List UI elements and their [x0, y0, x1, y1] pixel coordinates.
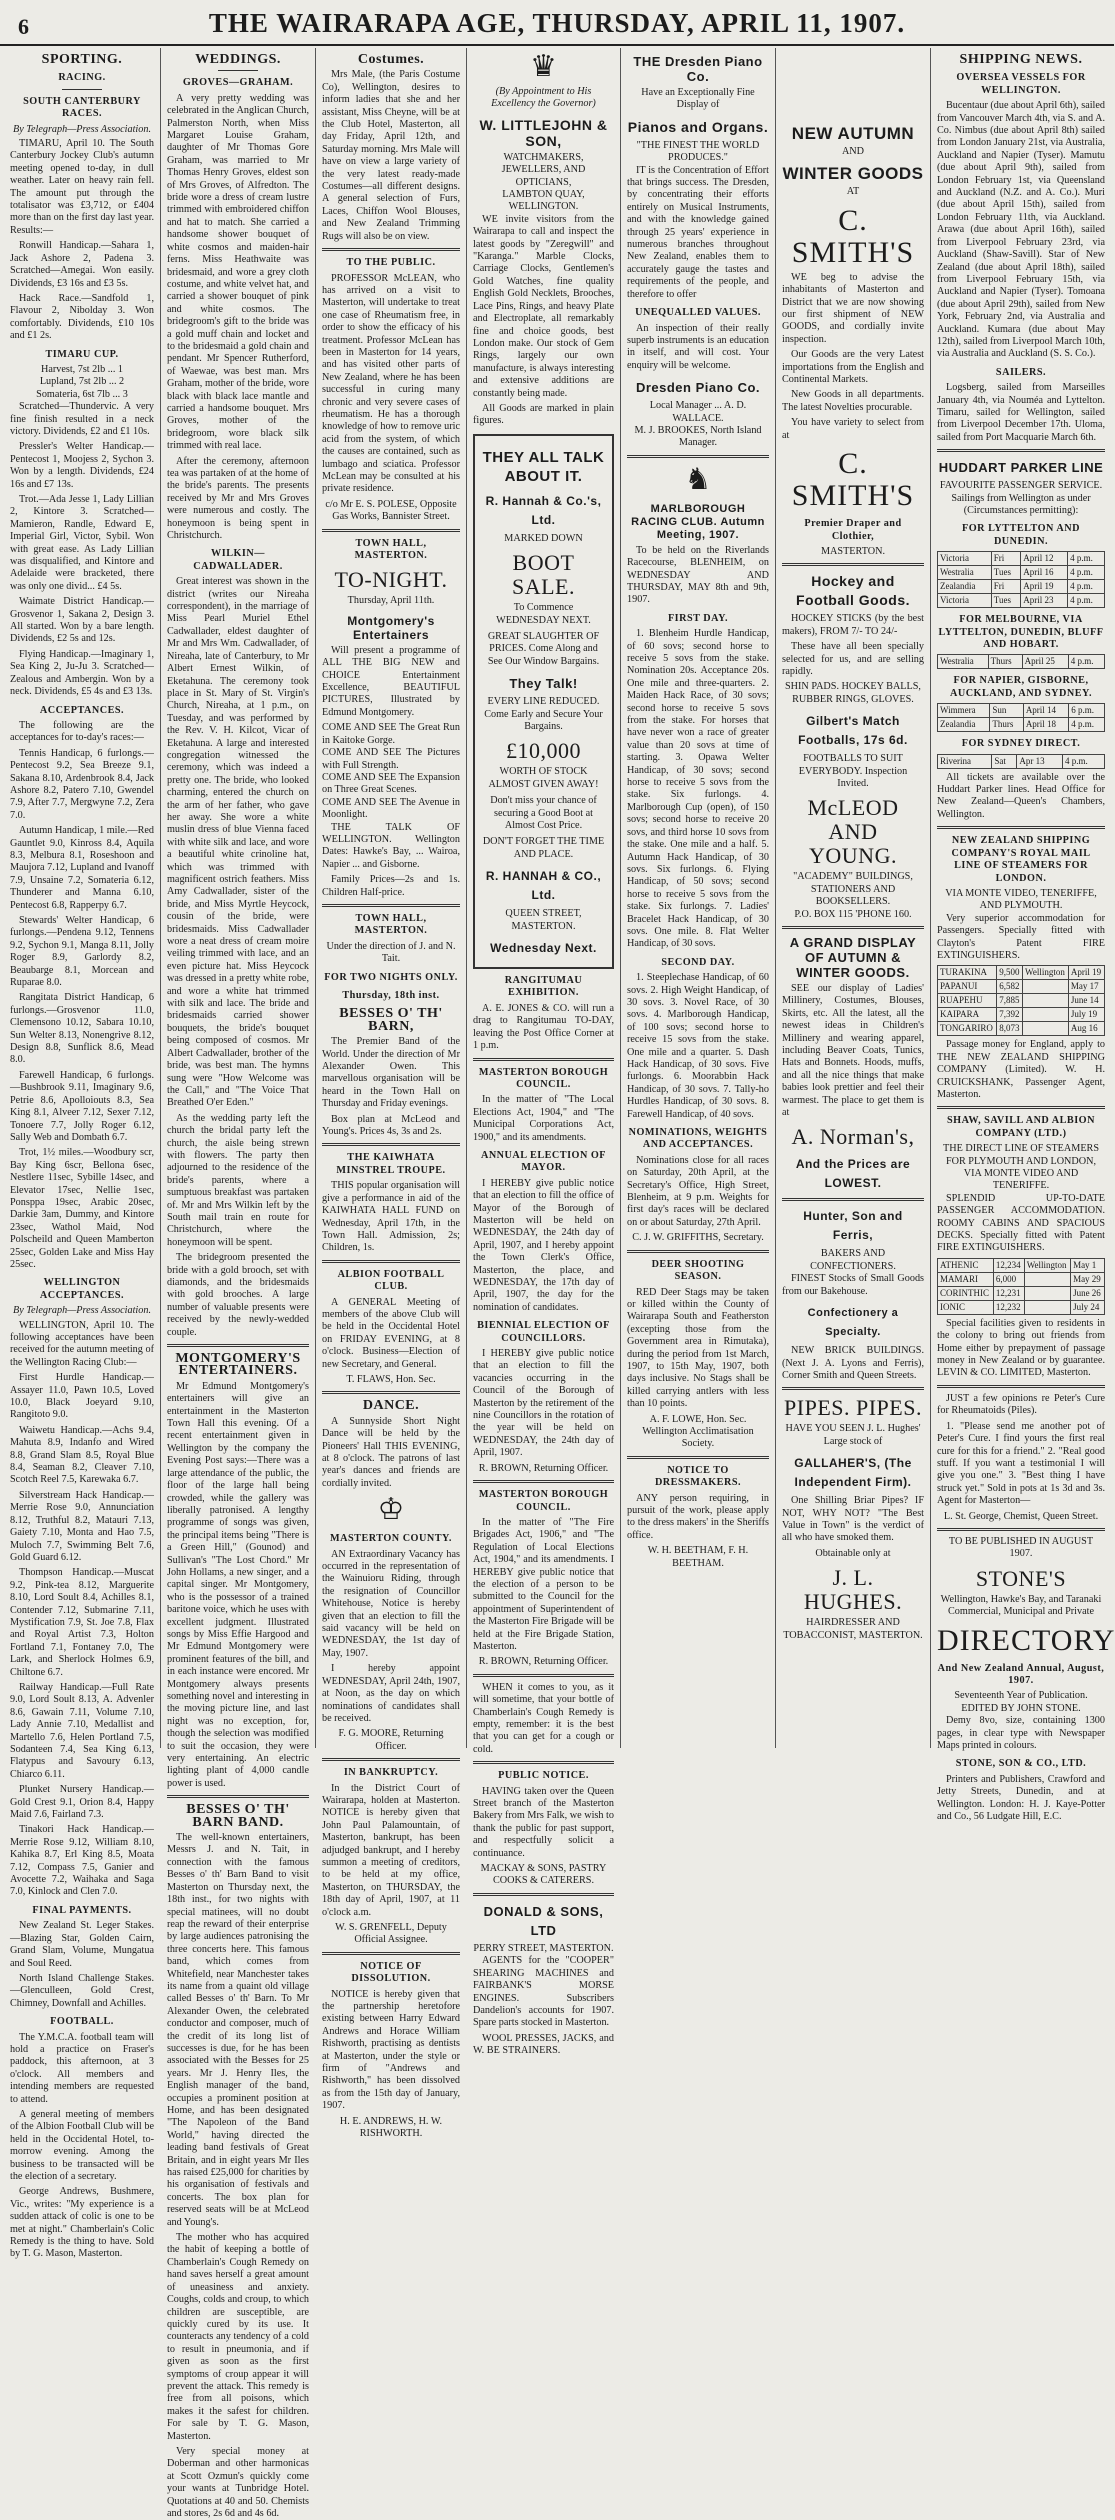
ad-paragraph: NEW BRICK BUILDINGS. (Next J. A. Lyons and Ferris), Corner Smith and Queen Streets.: [782, 1345, 924, 1381]
ad-firm: GALLAHER'S, (The Independent Firm).: [794, 1456, 912, 1490]
ad-paragraph: I HEREBY give public notice that an election to fill the office of Mayor of the Borough of Masterton will be held on WEDNESDAY, the 24th day of April, 1907, and I hereby appoint the Town Clerk's Office, Masterton, the place, and WEDNESDAY, the 17th day of April, 1907, the day for the nomination of candidates.: [473, 1177, 614, 1313]
article-paragraph: Silverstream Hack Handicap.—Merrie Rose 9.0, Annunciation 8.12, Truthful 8.2, Matauri 7.13, Gaiety 7.10, Monta and Hao 7.5, Muloch 7.7, Swimming Belt 7.6, Gold Guard 6.12.: [10, 1489, 154, 1563]
ad-line: Don't miss your chance of securing a Good Boot at Almost Cost Price.: [490, 795, 597, 832]
ad-line: Seventeenth Year of Publication. EDITED BY JOHN STONE.: [954, 1690, 1088, 1714]
ad-paragraph: Mrs Male, (the Paris Costume Co), Wellington, desires to inform ladies that she and her assistant, Miss Cheyne, will be at the Club Hotel, Masterton, all day Friday, April 12th, and Saturday morning. Mrs Male will have on view a large variety of the very latest ready-made Costumes—all different designs. A general selection of Furs, Laces, Chiffon Wool Blouses, and New Zealand Trimming Rugs will also be on view.: [322, 69, 460, 242]
ad-line: VIA MONTE VIDEO, TENERIFFE, AND PLYMOUTH.: [945, 887, 1097, 912]
ad-line: WORTH OF STOCK ALMOST GIVEN AWAY!: [488, 766, 599, 790]
article-paragraph: Ronwill Handicap.—Sahara 1, Jack Ashore 2, Padena 3. Scratched—Amegai. Won easily. Dividends, £3 16s and £3 5s.: [10, 240, 154, 289]
ad-title: WINTER GOODS: [782, 164, 924, 184]
ad-line: SHIN PADS. HOCKEY BALLS, RUBBER RINGS, GLOVES.: [785, 681, 921, 705]
ad-signature: T. FLAWS, Hon. Sec.: [346, 1373, 436, 1385]
section-heading: SHIPPING NEWS.: [959, 52, 1083, 67]
article-paragraph: Mr Edmund Montgomery's entertainers will give an entertainment in the Masterton Town Hall this evening. Of a recent entertainment given in Wellington by the company the Evening Post says:—There was a large attendance of the public, the floor of the large hall being crowded, while the gallery was liberally patronised. A lengthy programme of songs was given, the principal items being "There is a Green Hill," (Gounod) and Sullivan's "The Lost Chord." Mr John Hollams, a new singer, and a capital singer. Mr Montgomery, who is the possessor of a trained baritone voice, which he uses with excellent judgment. Illustrated songs by Miss Effie Hargood and Mr Edmund Montgomery were prominent features of the bill, and in each instance were encored. Mr Montgomery always presents something novel and interesting in the moving picture line, and last night was no exception, for, though the selection was modified to suit the occasion, they were very entertaining. An electric lighting plant of 4,000 candle power is used.: [167, 1380, 309, 1789]
table-row: Victoria Fri April 12 4 p.m.: [938, 552, 1105, 566]
result-line: Harvest, 7st 2lb ... 1: [40, 363, 124, 375]
ad-paragraph: The Premier Band of the World. Under the direction of Mr Alexander Owen. This marvellous organisation will be heard in the Town Hall on Thursday and Friday evenings.: [322, 1036, 460, 1110]
ad-line: WATCHMAKERS, JEWELLERS, AND OPTICIANS,: [501, 151, 586, 188]
ad-signature: L. St. George, Chemist, Queen Street.: [943, 1510, 1099, 1522]
ad-paragraph: ANY person requiring, in pursuit of the work, please apply to the dress makers' in the Sheriffs office.: [627, 1492, 769, 1541]
ad-heading: DANCE.: [362, 1398, 420, 1414]
ad-heading: FOR MELBOURNE, VIA LYTTELTON, DUNEDIN, BLUFF AND HOBART.: [938, 614, 1104, 651]
ad-title: A GRAND DISPLAY OF AUTUMN & WINTER GOODS.: [789, 935, 917, 980]
ad-paragraph: All Goods are marked in plain figures.: [473, 402, 614, 427]
advertisement-paragraph: Very special money at Doberman and other harmonicas at Scott Ozmun's quickly come your wants at Tunbridge Hotel. Quotations at 40 and 50. Chemists and stores, 2s 6d and 4s 6d.: [167, 2445, 309, 2519]
ad-address: PERRY STREET, MASTERTON.: [473, 1942, 614, 1954]
article-paragraph: After the ceremony, afternoon tea was partaken of at the home of the bride's parents. The presents received by Mr and Mrs Groves were numerous and costly. The honeymoon is being spent in Christchurch.: [167, 455, 309, 542]
ad-paragraph: To be held on the Riverlands Racecourse, BLENHEIM, on WEDNESDAY AND THURSDAY, MAY 8th and 9th, 1907.: [627, 544, 769, 606]
section-heading: SPORTING.: [41, 52, 123, 67]
ad-heading: SECOND DAY.: [661, 956, 735, 968]
ad-line: M. J. BROOKES, North Island Manager.: [634, 424, 762, 449]
article-paragraph: First Hurdle Handicap.—Assayer 11.0, Pawn 10.5, Loved 10.0, Black Joeyard 9.10, Rangitoto 9.0.: [10, 1372, 154, 1421]
article-paragraph: Trot.—Ada Jesse 1, Lady Lillian 2, Kintore 3. Scratched—Mamieron, Randle, Edward E, Imperial Girl, Victor, Sybil. Won with great ease. As Lady Lillian was disqualified, and Kintore and Adelaide were bracketed, there was only one divid... £4 5s.: [10, 494, 154, 592]
advertisement-paragraph: The mother who has acquired the habit of keeping a bottle of Chamberlain's Cough Remedy on hand saves herself a great amount of uneasiness and anxiety. Coughs, colds and croup, to which children are susceptible, are quickly cured by its use. It counteracts any tendency of a cold to result in pneumonia, and if given as soon as the first symptoms of croup appear it will prevent the attack. This remedy is free from all poisons, which makes it the safest for children. For sale by T. G. Mason, Masterton.: [167, 2232, 309, 2442]
article-paragraph: Waimate District Handicap.—Grosvenor 1, Sakana 2, Design 3. All started. Won by a bare length. Dividends, £2 5s and 12s.: [10, 596, 154, 645]
ad-line: P.O. BOX 115 'PHONE 160.: [794, 908, 912, 920]
ad-title: MARLBOROUGH RACING CLUB. Autumn Meeting, 1907.: [631, 502, 765, 541]
table-row: CORINTHIC 12,231 June 26: [938, 1286, 1105, 1300]
article-subheading: SAILERS.: [995, 366, 1047, 378]
ad-line: DON'T FORGET THE TIME AND PLACE.: [482, 836, 605, 860]
ad-paragraph: In the matter of "The Fire Brigades Act, 1906," and "The Regulation of Local Elections Act, 1904," and its amendments. I HEREBY give public notice that the election of a person to be submitted to the Council for the appointment of Superintendent of the Masterton Fire Brigade will be held at the Fire Brigade Station, Masterton.: [473, 1516, 614, 1652]
article-paragraph: Autumn Handicap, 1 mile.—Red Gauntlet 9.0, Kinross 8.4, Aquila 8.3, Melbura 8.1, Roseshoon and Maujora 7.12, Lupland and Ivanoff 7.9, Unsaine 7.2, Somateria 6.12, Thunderer and Manna 6.10, Pentecost 6.8, Rapperpy 6.7.: [10, 825, 154, 911]
ad-line: "THE FINEST THE WORLD PRODUCES.": [636, 139, 760, 164]
column-drapers: [776, 48, 930, 1748]
article-paragraph: The Y.M.C.A. football team will hold a practice on Fraser's paddock, this afternoon, at 3 o'clock. All members and intending members are requested to attend.: [10, 2031, 154, 2105]
column-notices: [316, 48, 466, 2140]
table-row: PAPANUI 6,582 May 17: [938, 980, 1105, 994]
ad-signature: MACKAY & SONS, PASTRY COOKS & CATERERS.: [480, 1863, 607, 1887]
ad-line: AND: [841, 146, 865, 157]
ad-address: MASTERTON.: [820, 545, 885, 557]
ad-firm: Hunter, Son and Ferris,: [803, 1209, 903, 1243]
article-paragraph: Flying Handicap.—Imaginary 1, Sea King 2, Ju-Ju 3. Scratched—Zealous and Ambergin. Won by a neck. Dividends, £5 4s and £3 13s.: [10, 648, 154, 698]
ad-line: GREAT SLAUGHTER OF PRICES. Come Along and See Our Window Bargains.: [487, 630, 600, 667]
ad-heading: FOR SYDNEY DIRECT.: [961, 738, 1081, 750]
ad-paragraph: Will present a programme of ALL THE BIG NEW and CHOICE Entertainment Excellence, BEAUTIFUL PICTURES, Illustrated by Edmund Montgomery.: [322, 644, 460, 718]
ad-paragraph: NOTICE is hereby given that the partnership heretofore existing between Harry Edward Andrews and Horace William Rishworth, practising as dentists at Masterton, under the style or firm of "Andrews and Rishworth," has been dissolved as from the 15th day of January, 1907.: [322, 1988, 460, 2112]
article-headline: GROVES—GRAHAM.: [182, 77, 294, 89]
ad-paragraph: A GENERAL Meeting of members of the above Club will be held in the Occidental Hotel on FRIDAY EVENING, at 8 o'clock. Business—Election of new Secretary, and General.: [322, 1296, 460, 1370]
ad-paragraph: Special facilities given to residents in the colony to bring out friends from Home either by prepayment of passage money in New Zealand or by guarantee. LEVIN & CO. LIMITED, Masterton.: [937, 1317, 1105, 1379]
ad-paragraph: 1. Steeplechase Handicap, of 60 sovs. 2. High Weight Handicap, of 30 sovs. 3. Novel Race, of 30 sovs. 4. Marlborough Handicap, of 100 sovs; second horse to receive 15 sovs from the stake. One mile and a quarter. 5. Dash Hack Handicap, of 30 sovs. Five furlongs. 6. Moorabbin Hack Handicap, of 30 sovs. 7. Tally-ho Hurdles Handicap, of 30 sovs. 8. Farewell Handicap, of 40 sovs.: [627, 972, 769, 1120]
ad-paragraph: Printers and Publishers, Crawford and Jetty Streets, Dunedin, and at Wellington. London: H. J. Kaye-Potter and Co., 56 Ludgate Hill, E.C.: [937, 1773, 1105, 1823]
ad-heading: NOTICE TO DRESSMAKERS.: [654, 1464, 742, 1489]
ad-paragraph: WE invite visitors from the Wairarapa to call and inspect the latest goods by "Zeregwill" and "Karanga." Marble Clocks, Carriage Clocks, Gentlemen's Gold Watches, fine quality English Gold Necklets, Brooches, Lace Pins, Rings, and heavy Plate and Electroplate, all remarkably fine and choice goods, best London make. Our stock of Gem Rings, largely our own manufacture, is always interesting and extensive additions are constantly being made.: [473, 213, 614, 399]
ad-title: DONALD & SONS, LTD: [483, 1903, 604, 1938]
ad-heading: TOWN HALL, MASTERTON.: [354, 537, 428, 562]
ad-signature: W. H. BEETHAM, F. H. BEETHAM.: [647, 1545, 749, 1569]
ad-heading: PUBLIC NOTICE.: [498, 1770, 589, 1782]
ad-paragraph: AN Extraordinary Vacancy has occurred in the representation of the Wainuioru Riding, through the resignation of Councillor Whitehouse, Notice is hereby given that an election to fill the said vacancy will be held on WEDNESDAY, the 1st day of May, 1907.: [322, 1548, 460, 1659]
table-row: Victoria Tues April 23 4 p.m.: [938, 594, 1105, 608]
ad-paragraph: WHEN it comes to you, as it will sometime, that your bottle of Chamberlain's Cough Remedy is empty, remember: it is the best that you can get for a cough or cold.: [473, 1681, 614, 1755]
article-subheading: ACCEPTANCES.: [39, 704, 125, 716]
ad-paragraph: An inspection of their really superb instruments is an education in itself, and will cost. Your enquiry will be welcome.: [627, 322, 769, 371]
ad-date: Thursday, April 11th.: [347, 595, 435, 607]
table-row: Wimmera Sun April 14 6 p.m.: [938, 704, 1105, 718]
article-paragraph: The following are the acceptances for to-day's races:—: [10, 719, 154, 744]
ad-title: BESSES O' TH' BARN,: [339, 1006, 443, 1034]
article-headline: BESSES O' TH' BARN BAND.: [186, 1802, 290, 1830]
ad-title: Dresden Piano Co.: [635, 380, 761, 396]
ad-paragraph: Demy 8vo, size, containing 1300 pages, in clear type with Newspaper Maps printed in colours.: [937, 1715, 1105, 1751]
column-sporting: [4, 48, 160, 2260]
ad-paragraph: I hereby appoint WEDNESDAY, April 24th, 1907, at Noon, as the day on which nominations of candidates shall be received.: [322, 1663, 460, 1724]
ad-line: FAVOURITE PASSENGER SERVICE.: [939, 480, 1103, 492]
result-line: Lupland, 7st 2lb ... 2: [39, 376, 125, 388]
ad-paragraph: SEE our display of Ladies' Millinery, Costumes, Blouses, Skirts, etc. All the latest, all the newest ideas in Children's Millinery and wearing apparel, including Beaver Coats, Tunics, Hats and Bonnets. Hoods, muffs, and all the nice things that make babies look prettier and feel their warmest. The place to get them is at: [782, 983, 924, 1119]
racehorse-icon: ♞: [684, 462, 712, 496]
ad-line: FOR TWO NIGHTS ONLY.: [324, 971, 458, 983]
ad-title: Hockey and Football Goods.: [795, 573, 911, 609]
sailing-table: [937, 703, 1105, 732]
ad-line: Sailings from Wellington as under (Circumstances permitting):: [951, 492, 1091, 516]
article-paragraph: Scratched—Thundervic. A very fine finish resulted in a neck victory. Dividends, £2 and £1 10s.: [10, 401, 154, 437]
subsection-heading: RACING.: [58, 72, 106, 84]
ad-firm: R. HANNAH & CO., Ltd.: [485, 869, 602, 903]
masthead: [0, 0, 1114, 46]
table-row: Riverina Sat Apr 13 4 p.m.: [938, 754, 1105, 768]
article-paragraph: Thompson Handicap.—Muscat 9.2, Pink-tea 8.12, Marguerite 8.10, Lord Soult 8.4, Achilles 8.1, Contender 7.12, Submarine 7.11, Mystification 7.9, St. Joe 7.8, Flax and Royal Artist 7.3, Holton Fortland 7.1, Fontaney 7.0, The Lark, and Sherlock Holmes 6.9, Chiltone 6.7.: [10, 1567, 154, 1678]
ad-paragraph: Very superior accommodation for Passengers. Specially fitted with Clayton's Patent FIRE EXTINGUISHERS.: [937, 912, 1105, 961]
article-paragraph: A very pretty wedding was celebrated in the Anglican Church, Palmerston North, when Miss Margaret Louise Graham, daughter of Mr Thomas Gore Graham, was married to Mr Thomas Henry Groves, eldest son of Mrs Groves, of Alfredton. The bride wore a dress of cream lustre trimmed with embroidered chiffon and hat to match. She carried a handsome shower bouquet of white cosmos and maiden-hair ferns. Miss Heathwaite was bridesmaid, and wore a grey cloth costume, and white velvet hat, and carried a shower bouquet of pink and white cosmos. The bridegroom's gift to the bride was a gold muff chain and locket and to the bridesmaid a gold chain and pendant. Mr Spencer Rutherford, of Waewae, was best man. Mrs Graham, mother of the bride, wore black with black lace mantle and carried a handsome bouquet. Mrs Groves, mother of the bridegroom, wore black silk trimmed with real lace.: [167, 92, 309, 452]
ad-signature: F. G. MOORE, Returning Officer.: [338, 1728, 444, 1752]
ad-heading: RANGITUMAU EXHIBITION.: [504, 975, 583, 999]
ad-paragraph: A Sunnyside Short Night Dance will be held by the Pioneers' Hall THIS EVENING, at 8 o'clock. The patrons of last year's dances and friends are cordially invited.: [322, 1415, 460, 1489]
article-paragraph: Plunket Nursery Handicap.—Gold Crest 9.1, Orion 8.4, Happy Maid 7.6, Fairland 7.3.: [10, 1784, 154, 1821]
ad-heading: FIRST DAY.: [667, 612, 729, 624]
ad-signature: W. S. GRENFELL, Deputy Official Assignee.: [335, 1922, 447, 1946]
table-row: Westralia Tues April 16 4 p.m.: [938, 566, 1105, 580]
ad-firm: R. Hannah & Co.'s, Ltd.: [485, 493, 602, 527]
ad-line: COME AND SEE The Avenue in Moonlight.: [322, 796, 460, 821]
ad-signature: H. E. ANDREWS, H. W. RISHWORTH.: [339, 2115, 443, 2140]
ad-heading: MASTERTON BOROUGH COUNCIL.: [478, 1066, 609, 1090]
section-heading: FOOTBALL.: [50, 2016, 114, 2028]
article-paragraph: Great interest was shown in the district (writes our Nireaha correspondent), in the marriage of Miss Pearl Muriel Ethel Cadwallader, eldest daughter of Mr and Mrs Wm. Cadwallader, of Nireaha, late of Canterbury, to Mr Albert Ernest Wilkin, of Eketahuna. The ceremony took place in St. Mary of St. Virgin's Church, Nireaha, at 1 p.m., on Tuesday, and was performed by the Rev. V. H. Kilcot, Vicar of Eketahuna. A large and interested congregation witnessed the ceremony, which was indeed a pretty one. The bride, who looked charming, entered the church on the arm of her father, who gave her away. She wore a white muslin dress of blue Vienna faced with white silk and lace, and wore a beautiful white crinoline hat, which was trimmed with magnificent ostrich feathers. Miss Amy Cadwallader, sister of the bride, and Miss Myrtle Heycock, cousin of the bride, were bridesmaids. Miss Cadwallader wore a neat dress of cream moire veiling trimmed with lace, and an even picture hat. Miss Heycock was dressed in a pretty white robe, and wore a white hat trimmed with silk and lace. The bride and bridesmaids carried shower bouquets, the bride's bouquet being composed of cosmos. Mr Albert Cadwallader, brother of the bride, was best man. The hymns sung were "How Welcome was the Call," and "The Voice That Breathed O'er Eden.": [167, 576, 309, 1109]
ad-line: Obtainable only at: [815, 1547, 891, 1559]
ad-title: THEY ALL TALK ABOUT IT.: [482, 448, 605, 485]
ad-line: TO BE PUBLISHED IN AUGUST 1907.: [948, 1535, 1094, 1560]
ad-paragraph: FINEST Stocks of Small Goods from our Bakehouse.: [782, 1273, 924, 1297]
ad-paragraph: HAVING taken over the Queen Street branch of the Masterton Bakery from Mrs Falk, we wish to thank the public for past support, and respectfully solicit a continuance.: [473, 1785, 614, 1859]
ad-paragraph: WOOL PRESSES, JACKS, and W. BE STRAINERS.: [473, 2032, 614, 2057]
ad-line: THE DIRECT LINE OF STEAMERS FOR PLYMOUTH AND LONDON, VIA MONTE VIDEO AND TENERIFFE.: [942, 1143, 1100, 1192]
article-paragraph: Rangitata District Handicap, 6 furlongs.—Grosvenor 11.0, Clemensono 10.12, Sabara 10.10, Sun Welter 8.13, Nonengrive 8.12, Design 8.8, Sunflick 8.6, Mead 8.0.: [10, 992, 154, 1066]
column-dresden: [621, 48, 775, 1748]
ad-heading: TO THE PUBLIC.: [346, 257, 436, 269]
table-row: Zealandia Fri April 19 4 p.m.: [938, 580, 1105, 594]
ad-paragraph: RED Deer Stags may be taken or killed within the County of Wairarapa South and Featherston (excepting those from the Government area in Rimutaka), during the period from 1st March, 1907, to 15th May, 1907, both days inclusive. No Stags shall be killed carrying antlers with less than 10 points.: [627, 1286, 769, 1410]
ad-heading: MASTERTON BOROUGH COUNCIL.: [478, 1489, 609, 1513]
ad-line: HAVE YOU SEEN J. L. Hughes' Large stock of: [785, 1423, 921, 1447]
ad-line: And the Prices are LOWEST.: [795, 1157, 911, 1191]
ad-title: NEW AUTUMN: [791, 124, 915, 143]
column-weddings: [161, 48, 315, 2519]
ad-line: COME AND SEE The Pictures with Full Strength.: [322, 747, 460, 771]
article-headline: MONTGOMERY'S ENTERTAINERS.: [175, 1351, 301, 1379]
article-subheading: TIMARU CUP.: [45, 348, 119, 360]
article-paragraph: Hack Race.—Sandfold 1, Flavour 2, Nibolday 3. Won comfortably. Dividends, £10 10s and £1 2s.: [10, 292, 154, 342]
sailing-table: [937, 654, 1105, 669]
sailing-table: [937, 754, 1105, 769]
ad-firm: A. Norman's,: [791, 1124, 915, 1150]
ad-heading: NOMINATIONS, WEIGHTS AND ACCEPTANCES.: [628, 1127, 768, 1151]
ad-paragraph: SPLENDID UP-TO-DATE PASSENGER ACCOMMODATION. ROOMY CABINS AND SPACIOUS DECKS. Specially fitted with Patent FIRE EXTINGUISHERS.: [937, 1192, 1105, 1254]
article-paragraph: Farewell Handicap, 6 furlongs.—Bushbrook 9.11, Imaginary 9.6, Petrie 8.6, Apolloiouts 8.3, Sea King 8.1, Alveer 7.12, Sexer 7.12, Tonoere 7.7, Jolly Roger 6.12, Sally Web and Dombath 6.7.: [10, 1069, 154, 1143]
sailing-table: [937, 965, 1105, 1036]
ad-line: And New Zealand Annual, August, 1907.: [937, 1662, 1105, 1686]
ad-paragraph: Nominations close for all races on Saturday, 20th April, at the Secretary's Office, High Street, Blenheim, at 9 p.m. Weights for first day's races will be declared on or about Saturday, 27th April.: [627, 1154, 769, 1228]
ad-signature: C. J. W. GRIFFITHS, Secretary.: [632, 1232, 764, 1244]
ad-date: Thursday, 18th inst.: [342, 990, 440, 1001]
article-paragraph: Tinakori Hack Handicap.—Merrie Rose 9.12, William 8.10, Kahika 8.7, Erl King 8.5, Moata 7.12, Compass 7.5, Ganier and Avocette 7.2, Waihaka and Saga 7.0, Kinlock and Clen 7.0.: [10, 1824, 154, 1898]
section-heading: WEDDINGS.: [195, 52, 281, 67]
sailing-table: [937, 551, 1105, 608]
ad-line: BAKERS AND CONFECTIONERS.: [810, 1248, 896, 1272]
article-headline: WILKIN—CADWALLADER.: [193, 548, 283, 572]
ad-title: THE Dresden Piano Co.: [633, 54, 763, 84]
ad-title: W. LITTLEJOHN & SON,: [479, 116, 608, 149]
ad-heading: NEW ZEALAND SHIPPING COMPANY'S ROYAL MAIL LINE OF STEAMERS FOR LONDON.: [951, 835, 1091, 884]
ad-heading: DEER SHOOTING SEASON.: [651, 1258, 745, 1283]
table-row: ATHENIC 12,234 Wellington May 1: [938, 1258, 1105, 1272]
ad-paragraph: WE beg to advise the inhabitants of Masterton and District that we are now showing our first shipment of NEW GOODS, and cordially invite inspection.: [782, 271, 924, 345]
ad-line: MARKED DOWN: [504, 532, 583, 544]
ad-heading: SHAW, SAVILL AND ALBION COMPANY (LTD.): [947, 1115, 1095, 1139]
royal-crest-icon: ♛: [530, 50, 557, 83]
article-paragraph: Stewards' Welter Handicap, 6 furlongs.—Pendena 9.12, Tennens 9.2, Sychon 9.1, Manga 8.11, Jolly Roger 8.9, Garlordy 8.2, Beaubarge 8.1, Morcean and Ruparae 8.0.: [10, 915, 154, 989]
ad-paragraph: AGENTS for the "COOPER" SHEARING MACHINES and FAIRBANK'S MORSE ENGINES. Subscribers Dandelion's accounts for 1907. Spare parts stocked in Masterton.: [473, 1955, 614, 2029]
table-row: TURAKINA 9,500 Wellington April 19: [938, 966, 1105, 980]
ad-line: They Talk!: [509, 676, 578, 692]
article-paragraph: Tennis Handicap, 6 furlongs.—Pentecost 9.2, Sea Breeze 9.1, Sakana 8.10, Ardenbrook 8.4, Jack Ashore 8.2, Patero 7.10, Gwendel 7.9, After 7.7, Mergwyne 7.2, Zera 7.0.: [10, 747, 154, 821]
article-paragraph: A general meeting of members of the Albion Football Club will be held in the Occidental Hotel, to-morrow evening. Among the business to be transacted will be the election of a secretary.: [10, 2108, 154, 2182]
ad-heading: ALBION FOOTBALL CLUB.: [337, 1268, 445, 1293]
ad-paragraph: PROFESSOR McLEAN, who has arrived on a visit to Masterton, will undertake to treat one case of Rheumatism free, in order to show the efficacy of his treatment. Professor McLean has been in Masterton for 14 years, and has visited other parts of New Zealand, where he has been successful in curing many chronic and very severe cases of rheumatism. He has a thorough knowledge of how to remove uric acid from the system, of which the causes are contained, such as lumbago and sciatica. Professor McLean may be consulted at his private residence.: [322, 272, 460, 495]
ad-paragraph: A. E. JONES & CO. will run a drag to Rangitumau TO-DAY, leaving the Post Office Corner at 1 p.m.: [473, 1002, 614, 1052]
ad-title: DIRECTORY: [937, 1623, 1115, 1657]
ad-line: To Commence WEDNESDAY NEXT.: [496, 602, 591, 626]
ad-firm: McLEOD AND YOUNG.: [807, 795, 899, 869]
ad-title: TO-NIGHT.: [334, 567, 448, 593]
ad-heading: MASTERTON COUNTY.: [330, 1533, 452, 1545]
article-paragraph: Trot, 1½ miles.—Woodbury scr, Bay King 6scr, Bellona 6sec, Nestlere 11sec, Sybille 14sec, and Elevator 17sec, Nellie 1sec, Ponsppa 19sec, Arabic 20sec, Darkie 3am, Dummy, and Kintore 23sec, Wathol Maid, Nod Polscheild and Queen Mamberton 25sec, Golden Lake and Miss Hay 25sec.: [10, 1147, 154, 1270]
article-paragraph: WELLINGTON, April 10. The following acceptances have been received for the autumn meeting of the Wellington Racing Club:—: [10, 1319, 154, 1368]
ad-paragraph: THE TALK OF WELLINGTON. Wellington Dates: Hawke's Bay, ... Wairoa, Napier ... and Gisborne.: [322, 821, 460, 870]
article-paragraph: Logsberg, sailed from Marseilles January 4th, via Nouméa and Lyttelton. Timaru, sailed for Wellington, sailed from Liverpool December 17th. Uloma, sailed from Port Macquarie March 6th.: [937, 382, 1105, 443]
article-paragraph: As the wedding party left the church the bridal party left the church, the aisle being strewn with flowers. The party then adjourned to the residence of the bride's parents, where a sumptuous breakfast was partaken of. Mr and Mrs Wilkin left by the South mail train en route for Christchurch, where the honeymoon will be spent.: [167, 1112, 309, 1248]
ad-title: Gilbert's Match Footballs, 17s 6d.: [798, 714, 908, 748]
ad-paragraph: IT is the Concentration of Effort that brings success. The Dresden, by concentrating their efforts entirely on Musical Instruments, and with the knowledge gained through 25 years' experience in numerous branches throughout New Zealand, enables them to accurately gauge the tastes and requirements of the people, and therefore to offer: [627, 164, 769, 300]
table-row: IONIC 12,232 July 24: [938, 1300, 1105, 1314]
ad-address: c/o Mr E. S. POLESE, Opposite Gas Works, Bannister Street.: [325, 498, 457, 523]
ad-heading: Costumes.: [357, 52, 425, 67]
article-paragraph: North Island Challenge Stakes.—Glenculleen, Gold Crest, Chimney, Downfall and Achilles.: [10, 1972, 154, 2009]
table-row: Westralia Thurs April 25 4 p.m.: [938, 655, 1105, 669]
ad-heading: TOWN HALL, MASTERTON.: [354, 912, 428, 937]
ad-paragraph: Box plan at McLeod and Young's. Prices 4s, 3s and 2s.: [322, 1113, 460, 1138]
ad-heading: IN BANKRUPTCY.: [343, 1767, 439, 1779]
article-subheading: FINAL PAYMENTS.: [32, 1904, 132, 1916]
ad-title: STONE'S: [975, 1565, 1067, 1591]
ad-line: Local Manager ... A. D. WALLACE.: [649, 400, 747, 424]
ad-firm: J. L. HUGHES.: [803, 1565, 903, 1615]
ad-firm: C. SMITH'S: [791, 203, 915, 269]
page-number: 6: [18, 14, 29, 39]
article-headline: SOUTH CANTERBURY RACES.: [23, 95, 141, 120]
ad-paragraph: Our Goods are the very Latest importations from the English and Continental Markets.: [782, 349, 924, 386]
ad-heading: BIENNIAL ELECTION OF COUNCILLORS.: [477, 1320, 610, 1344]
ad-heading: ANNUAL ELECTION OF MAYOR.: [480, 1149, 607, 1174]
article-paragraph: The well-known entertainers, Messrs J. and N. Tait, in connection with the famous Besses o' th' Barn Band to visit Masterton on Thursday next, the 18th inst., for two nights with special matinees, will no doubt reap the reward of their enterprise by large audiences patronising the three concerts here. This famous band, which comes from Whitefield, near Manchester takes its name from a quaint old village called Besses o' th' Barn. To Mr Alexander Owen, the celebrated conductor and composer, much of the credit of its long list of successes is due, for he has been associated with the Besses for 25 years. Mr J. Henry Iles, the English manager of the band, occupies a prominent position at Home, and has been designated "The Napoleon of the Band World," having directed the leading band festivals of Great Britain, and in eight years Mr Iles has raised £25,000 for charities by his organisation of festivals and concerts. The box plan for reserved seats will be at McLeod and Young's.: [167, 1832, 309, 2228]
sailing-table: [937, 1258, 1105, 1315]
ad-paragraph: 1. Blenheim Hurdle Handicap, of 60 sovs; second horse to receive 5 sovs from the stake. Nomination 20s. Acceptance 20s. One mile and three-quarters. 2. Maiden Hack Race, of 30 sovs; second horse to receive 5 sovs from the stake. For horses that have never won a race of greater value than 20 sovs at time of starting. 3. Opawa Welter Handicap, of 30 sovs; second horse to receive 5 sovs from the stake. Six furlongs. 4. Marlborough Cup (open), of 150 sovs; second horse to receive 20 sovs, and third horse 10 sovs from the stake. One mile and a half. 5. Autumn Hack Handicap, of 30 sovs. Six furlongs. 6. Flying Handicap, of 50 sovs; second horse to receive 5 sovs from the stake. Six furlongs. 7. Ladies' Bracelet Hack Handicap, of 30 sovs. One mile. 8. Flat Welter Handicap, of 30 sovs.: [627, 628, 769, 950]
ad-line: Wednesday Next.: [490, 941, 597, 956]
ad-address: HAIRDRESSER AND TOBACCONIST, MASTERTON.: [783, 1617, 923, 1641]
ad-paragraph: Passage money for England, apply to THE NEW ZEALAND SHIPPING COMPANY (Limited). W. H. CRUICKSHANK, Passenger Agent, Masterton.: [937, 1039, 1105, 1100]
ad-line: EVERY LINE REDUCED. Come Early and Secure Your Bargains.: [484, 696, 603, 732]
ad-line: COME AND SEE The Expansion on Three Great Scenes.: [322, 771, 460, 796]
article-headline: WELLINGTON ACCEPTANCES.: [39, 1277, 125, 1301]
ad-line: Have an Exceptionally Fine Display of: [641, 87, 755, 111]
ad-line: FOOTBALLS TO SUIT EVERYBODY. Inspection Invited.: [798, 753, 908, 789]
crest-icon: ♔: [377, 1493, 405, 1527]
newspaper-title: THE WAIRARAPA AGE, THURSDAY, APRIL 11, 1907.: [208, 8, 906, 38]
ad-line: COME AND SEE The Great Run in Kaitoke Gorge.: [322, 722, 460, 746]
article-paragraph: New Zealand St. Leger Stakes.—Blazing Star, Golden Cairn, Grand Slam, Volume, Mungatua and Soul Reed.: [10, 1920, 154, 1969]
result-line: Somateria, 6st 7lb ... 3: [36, 388, 128, 400]
column-advertisements: [467, 48, 620, 2057]
table-row: Zealandia Thurs April 18 4 p.m.: [938, 718, 1105, 732]
ad-heading: NOTICE OF DISSOLUTION.: [351, 1960, 431, 1985]
ad-title: Montgomery's Entertainers: [347, 613, 435, 642]
ad-amount: £10,000: [506, 738, 581, 764]
advertisement-paragraph: George Andrews, Bushmere, Vic., writes: "My experience is a sudden attack of colic is one to be met at night." Chamberlain's Colic Remedy is the thing to have. Sold by T. G. Mason, Masterton.: [10, 2186, 154, 2260]
column-shipping: [931, 48, 1115, 1823]
ad-paragraph: JUST a few opinions re Peter's Cure for Rheumatoids (Piles).: [937, 1392, 1105, 1417]
ad-heading: FOR NAPIER, GISBORNE, AUCKLAND, AND SYDNEY.: [949, 675, 1092, 699]
ad-line: Confectionery a Specialty.: [807, 1307, 899, 1339]
ad-line: Wellington, Hawke's Bay, and Taranaki Commercial, Municipal and Private: [940, 1593, 1102, 1618]
ad-paragraph: One Shilling Briar Pipes? IF NOT, WHY NOT? "The Best Value in Town" is the verdict of all who have smoked them.: [782, 1495, 924, 1544]
ad-paragraph: Family Prices—2s and 1s. Children Half-price.: [322, 874, 460, 898]
table-row: KAIPARA 7,392 July 19: [938, 1008, 1105, 1022]
ad-line: "ACADEMY" BUILDINGS, STATIONERS AND BOOKSELLERS.: [793, 871, 913, 908]
ad-paragraph: You have variety to select from at: [782, 417, 924, 441]
ad-paragraph: 1. "Please send me another pot of Peter's Cure. I find yours the first real cure for this for a friend." 2. "Real good stuff. If you want a testimonial I will give you one." 3. "Best thing I have struck yet." Sold in pots at 1s 3d and 3s. Agent for Masterton—: [937, 1420, 1105, 1507]
ad-title: Pianos and Organs.: [627, 118, 769, 135]
article-paragraph: Waiwetu Handicap.—Achs 9.4, Mahuta 8.9, Indanfo and Wired 8.8, Grand Slam 8.5, Royal Blue 8.4, Seaman 8.2, Cleaver 7.10, Scotch Reel 7.5, Karewaka 6.7.: [10, 1424, 154, 1486]
ad-paragraph: All tickets are available over the Huddart Parker lines. Head Office for New Zealand—Queen's Chambers, Wellington.: [937, 771, 1105, 820]
ad-line: Under the direction of J. and N. Tait.: [326, 940, 456, 965]
ad-signature: A. F. LOWE, Hon. Sec. Wellington Acclimatisation Society.: [642, 1413, 754, 1450]
boot-sale-ad: [473, 434, 614, 969]
article-paragraph: Railway Handicap.—Full Rate 9.0, Lord Soult 8.13, A. Advenler 8.6, Gawain 7.11, Volume 7.10, Lady Annie 7.10, Medallist and Martello 7.6, Helen Portland 7.5, Sodanteen 7.4, Sea King 6.13, Flatypus and Savoury 6.13, Chiarco 6.11.: [10, 1681, 154, 1780]
table-row: MAMARI 6,000 May 29: [938, 1272, 1105, 1286]
ad-paragraph: In the District Court of Wairarapa, holden at Masterton. NOTICE is hereby given that John Paul Palamountain, of Masterton, bankrupt, has been adjudged bankrupt, and I hereby summon a meeting of creditors, to be held at my office, Masterton, on THURSDAY, the 18th day of April, 1907, at 11 o'clock a.m.: [322, 1782, 460, 1918]
ad-title: BOOT SALE.: [512, 550, 575, 600]
ad-line: AT: [846, 186, 860, 198]
byline: By Telegraph—Press Association.: [12, 123, 151, 135]
table-row: TONGARIRO 8,073 Aug 16: [938, 1022, 1105, 1036]
ad-title: HUDDART PARKER LINE: [938, 460, 1104, 476]
article-paragraph: TIMARU, April 10. The South Canterbury Jockey Club's autumn meeting opened to-day, in dull weather. Later on heavy rain fell. The amount put through the totalisator was £3,712, or £404 more than on the first day last year. Results:—: [10, 138, 154, 236]
article-paragraph: Bucentaur (due about April 6th), sailed from Vancouver March 4th, via S. and A. Co. Nimbus (due about April 8th) sailed from London January 21st, via Australia, Auckland and Napier (Tyser). Mamutu (due about April 9th), sailed from London February 1st, via Queensland and Auckland (N.Z. and A. Co.). Muri (due about April 15th), sailed from London February 11th, via Auckland. Arawa (due about April 16th), sailed from Liverpool February 23rd, via Auckland (Shaw-Savill). Star of New Zealand (due about April 18th), sailed from Liverpool February 15th, via Auckland and Napier (Tyser). Tomoana (due about April 29th), sailed from New York, February 2nd, via Australia and Auckland. Kumara (due about May 12th), sailed from Liverpool March 10th, via Australia and Auckland (S. S. Co.).: [937, 100, 1105, 360]
ad-signature: R. BROWN, Returning Officer.: [478, 1462, 609, 1474]
ad-address: QUEEN STREET, MASTERTON.: [505, 908, 582, 932]
ad-paragraph: In the matter of "The Local Elections Act, 1904," and "The Municipal Corporations Act, 1900," and its amendments.: [473, 1094, 614, 1143]
ad-address: LAMBTON QUAY, WELLINGTON.: [502, 189, 585, 213]
ad-firm: C. SMITH'S: [791, 447, 915, 513]
ad-title: PIPES. PIPES.: [784, 1395, 922, 1421]
ad-caption: (By Appointment to His Excellency the Governor): [491, 86, 596, 110]
ad-heading: THE KAIWHATA MINSTREL TROUPE.: [336, 1152, 446, 1176]
ad-heading: UNEQUALLED VALUES.: [635, 307, 761, 319]
ad-paragraph: THIS popular organisation will give a performance in aid of the KAIWHATA HALL FUND on Wednesday, April 17th, in the Town Hall. Admission, 2s; Children, 1s.: [322, 1180, 460, 1254]
byline: By Telegraph—Press Association.: [12, 1305, 151, 1317]
article-paragraph: The bridegroom presented the bride with a gold brooch, set with diamonds, and the bridesmaids with gold brooches. A large number of valuable presents were received by the newly-wedded couple.: [167, 1252, 309, 1338]
ad-paragraph: These have all been specially selected for us, and are selling rapidly.: [782, 641, 924, 677]
table-row: RUAPEHU 7,885 June 14: [938, 994, 1105, 1008]
ad-paragraph: I HEREBY give public notice that an election to fill the vacancies occurring in the Council of the Borough of Masterton by the retirement of the nine Councillors in the rotation of the year will be held on WEDNESDAY, the 24th day of April, 1907.: [473, 1348, 614, 1459]
ad-paragraph: New Goods in all departments. The latest Novelties procurable.: [782, 389, 924, 413]
ad-heading: FOR LYTTELTON AND DUNEDIN.: [962, 523, 1080, 547]
article-paragraph: Pressler's Welter Handicap.—Pentecost 1, Moojess 2, Sychon 3. Won by a length. Dividends, £24 16s and £7 13s.: [10, 441, 154, 490]
article-subheading: OVERSEA VESSELS FOR WELLINGTON.: [956, 72, 1086, 96]
ad-line: Premier Draper and Clothier,: [804, 518, 902, 542]
ad-signature: R. BROWN, Returning Officer.: [478, 1656, 609, 1668]
ad-paragraph: HOCKEY STICKS (by the best makers), FROM 7/- TO 24/-: [782, 613, 924, 637]
ad-firm: STONE, SON & CO., LTD.: [955, 1758, 1087, 1770]
